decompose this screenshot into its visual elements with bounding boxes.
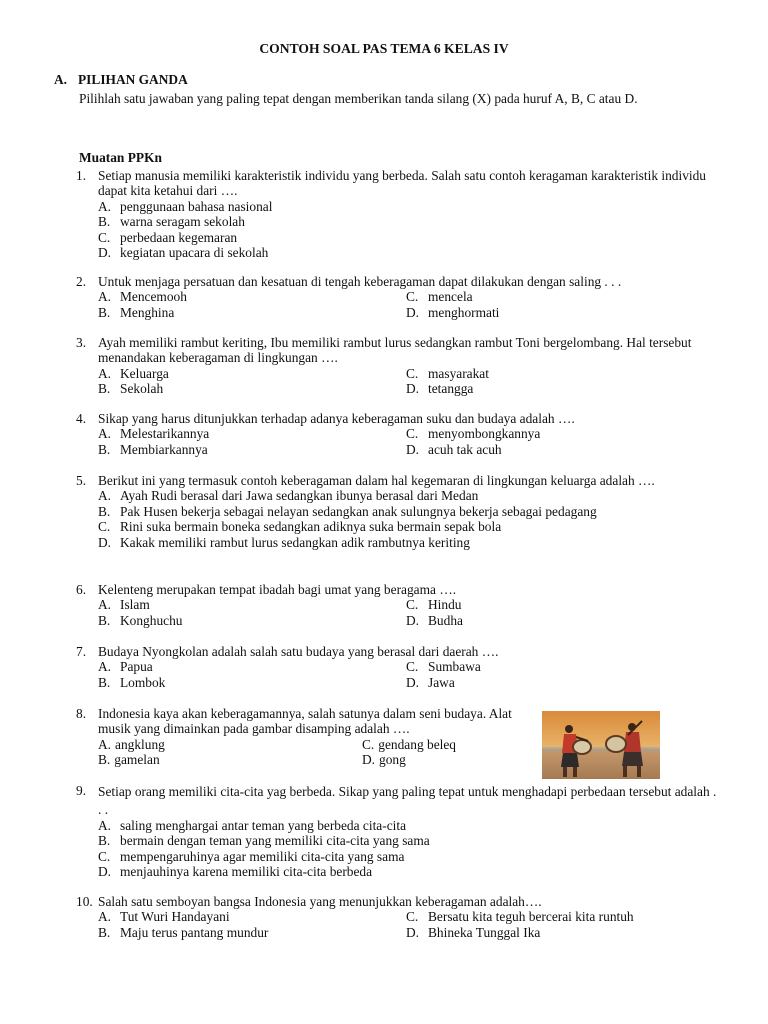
options-grid bbox=[98, 289, 720, 320]
options-grid bbox=[98, 659, 720, 690]
question-number: 7. bbox=[76, 644, 87, 659]
option-d[interactable]: D. tetangga bbox=[406, 381, 474, 397]
question-text: Sikap yang harus ditunjukkan terhadap adanya keberagaman suku dan budaya adalah …. bbox=[98, 411, 575, 426]
option-d[interactable]: D. gong bbox=[362, 752, 406, 768]
document-title: CONTOH SOAL PAS TEMA 6 KELAS IV bbox=[259, 41, 509, 56]
option-c[interactable]: C. menyombongkannya bbox=[406, 426, 541, 442]
option-a[interactable]: A. Islam bbox=[98, 597, 150, 613]
option-d[interactable]: D. Jawa bbox=[406, 674, 455, 690]
option-c[interactable]: C. perbedaan kegemaran bbox=[98, 229, 238, 245]
option-b[interactable]: B. Pak Husen bekerja sebagai nelayan sedangkan anak sulungnya bekerja sebagai pedagang bbox=[98, 503, 597, 519]
options-grid bbox=[98, 597, 720, 628]
question-number: 6. bbox=[76, 582, 87, 597]
option-d[interactable]: D. menghormati bbox=[406, 304, 500, 320]
option-c[interactable]: C. Hindu bbox=[406, 597, 462, 613]
options-list bbox=[98, 199, 720, 261]
option-b[interactable]: B. Membiarkannya bbox=[98, 441, 208, 457]
question-number: 4. bbox=[76, 411, 87, 426]
question-number: 1. bbox=[76, 168, 87, 183]
option-a[interactable]: A. Keluarga bbox=[98, 365, 169, 381]
question-6 bbox=[76, 582, 720, 628]
options-list bbox=[98, 818, 720, 880]
question-text: Setiap manusia memiliki karakteristik individu yang berbeda. Salah satu contoh keragaman karakteristik individu dapat kita ketahui dari …. bbox=[98, 168, 706, 199]
option-c[interactable]: C. Bersatu kita teguh bercerai kita runtuh bbox=[406, 909, 634, 925]
option-d[interactable]: D. menjauhinya karena memiliki cita-cita berbeda bbox=[98, 864, 373, 880]
option-c[interactable]: C. mempengaruhinya agar memiliki cita-cita yang sama bbox=[98, 848, 405, 864]
option-a[interactable]: A. Mencemooh bbox=[98, 289, 187, 305]
question-5 bbox=[76, 473, 720, 550]
options-grid bbox=[98, 909, 720, 940]
drummers-photo bbox=[542, 711, 660, 779]
option-b[interactable]: B. warna seragam sekolah bbox=[98, 214, 245, 230]
question-number: 2. bbox=[76, 274, 87, 289]
option-b[interactable]: B. Menghina bbox=[98, 304, 175, 320]
option-c[interactable]: C. Rini suka bermain boneka sedangkan adiknya suka bermain sepak bola bbox=[98, 519, 502, 535]
option-b[interactable]: B. Maju terus pantang mundur bbox=[98, 924, 269, 940]
subject-heading: Muatan PPKn bbox=[79, 150, 162, 165]
option-b[interactable]: B. Lombok bbox=[98, 674, 166, 690]
option-a[interactable]: A. Melestarikannya bbox=[98, 426, 210, 442]
option-c[interactable]: C. mencela bbox=[406, 289, 473, 305]
question-number: 9. bbox=[76, 783, 87, 798]
options-list bbox=[98, 488, 720, 550]
option-d[interactable]: D. Bhineka Tunggal Ika bbox=[406, 924, 541, 940]
question-text: Untuk menjaga persatuan dan kesatuan di tengah keberagaman dapat dilakukan dengan saling . . . bbox=[98, 274, 622, 289]
question-number: 3. bbox=[76, 335, 87, 350]
option-c[interactable]: C. Sumbawa bbox=[406, 659, 481, 675]
instructions-text: Pilihlah satu jawaban yang paling tepat dengan memberikan tanda silang (X) pada huruf A, B, C atau D. bbox=[79, 91, 638, 106]
question-text: Kelenteng merupakan tempat ibadah bagi umat yang beragama …. bbox=[98, 582, 457, 597]
question-10 bbox=[76, 894, 720, 940]
option-d[interactable]: D. Kakak memiliki rambut lurus sedangkan adik rambutnya keriting bbox=[98, 534, 470, 550]
question-text: Berikut ini yang termasuk contoh keberagaman dalam hal kegemaran di lingkungan keluarga adalah …. bbox=[98, 473, 655, 488]
option-a[interactable]: A. penggunaan bahasa nasional bbox=[98, 198, 273, 214]
question-number: 5. bbox=[76, 473, 87, 488]
option-a[interactable]: A. Ayah Rudi berasal dari Jawa sedangkan ibunya berasal dari Medan bbox=[98, 488, 479, 504]
question-text: Setiap orang memiliki cita-cita yag berbeda. Sikap yang paling tepat untuk menghadapi perbedaan tersebut adalah . . . bbox=[98, 784, 717, 817]
section-letter: A. bbox=[54, 72, 68, 87]
option-a[interactable]: A. Papua bbox=[98, 659, 153, 675]
question-3 bbox=[76, 335, 720, 397]
option-b[interactable]: B. bermain dengan teman yang memiliki cita-cita yang sama bbox=[98, 833, 430, 849]
option-d[interactable]: D. acuh tak acuh bbox=[406, 441, 502, 457]
question-1 bbox=[76, 168, 720, 260]
question-4 bbox=[76, 411, 720, 457]
options-grid bbox=[98, 366, 720, 397]
option-b[interactable]: B. Konghuchu bbox=[98, 612, 183, 628]
option-d[interactable]: D. kegiatan upacara di sekolah bbox=[98, 245, 269, 261]
option-b[interactable]: B. gamelan bbox=[98, 752, 160, 768]
option-c[interactable]: C. gendang beleq bbox=[362, 736, 456, 752]
section-heading bbox=[54, 72, 188, 88]
section-name: PILIHAN GANDA bbox=[78, 72, 188, 87]
option-a[interactable]: A. Tut Wuri Handayani bbox=[98, 909, 230, 925]
option-a[interactable]: A. angklung bbox=[98, 736, 165, 752]
option-c[interactable]: C. masyarakat bbox=[406, 365, 489, 381]
option-a[interactable]: A. saling menghargai antar teman yang berbeda cita-cita bbox=[98, 818, 407, 833]
question-2 bbox=[76, 274, 720, 320]
options-grid bbox=[98, 426, 720, 457]
question-7 bbox=[76, 644, 720, 690]
question-text: Budaya Nyongkolan adalah salah satu budaya yang berasal dari daerah …. bbox=[98, 644, 499, 659]
question-number: 8. bbox=[76, 706, 87, 721]
question-text: Ayah memiliki rambut keriting, Ibu memiliki rambut lurus sedangkan rambut Toni bergelombang. Hal tersebut menandakan keberagaman di lingkungan …. bbox=[98, 335, 692, 366]
question-9 bbox=[76, 783, 720, 880]
question-text: Indonesia kaya akan keberagamannya, salah satunya dalam seni budaya. Alat musik yang dimainkan pada gambar disamping adalah …. bbox=[98, 706, 512, 737]
question-number: 10. bbox=[76, 894, 93, 909]
option-d[interactable]: D. Budha bbox=[406, 612, 463, 628]
option-b[interactable]: B. Sekolah bbox=[98, 381, 164, 397]
question-text: Salah satu semboyan bangsa Indonesia yang menunjukkan keberagaman adalah…. bbox=[98, 894, 542, 909]
